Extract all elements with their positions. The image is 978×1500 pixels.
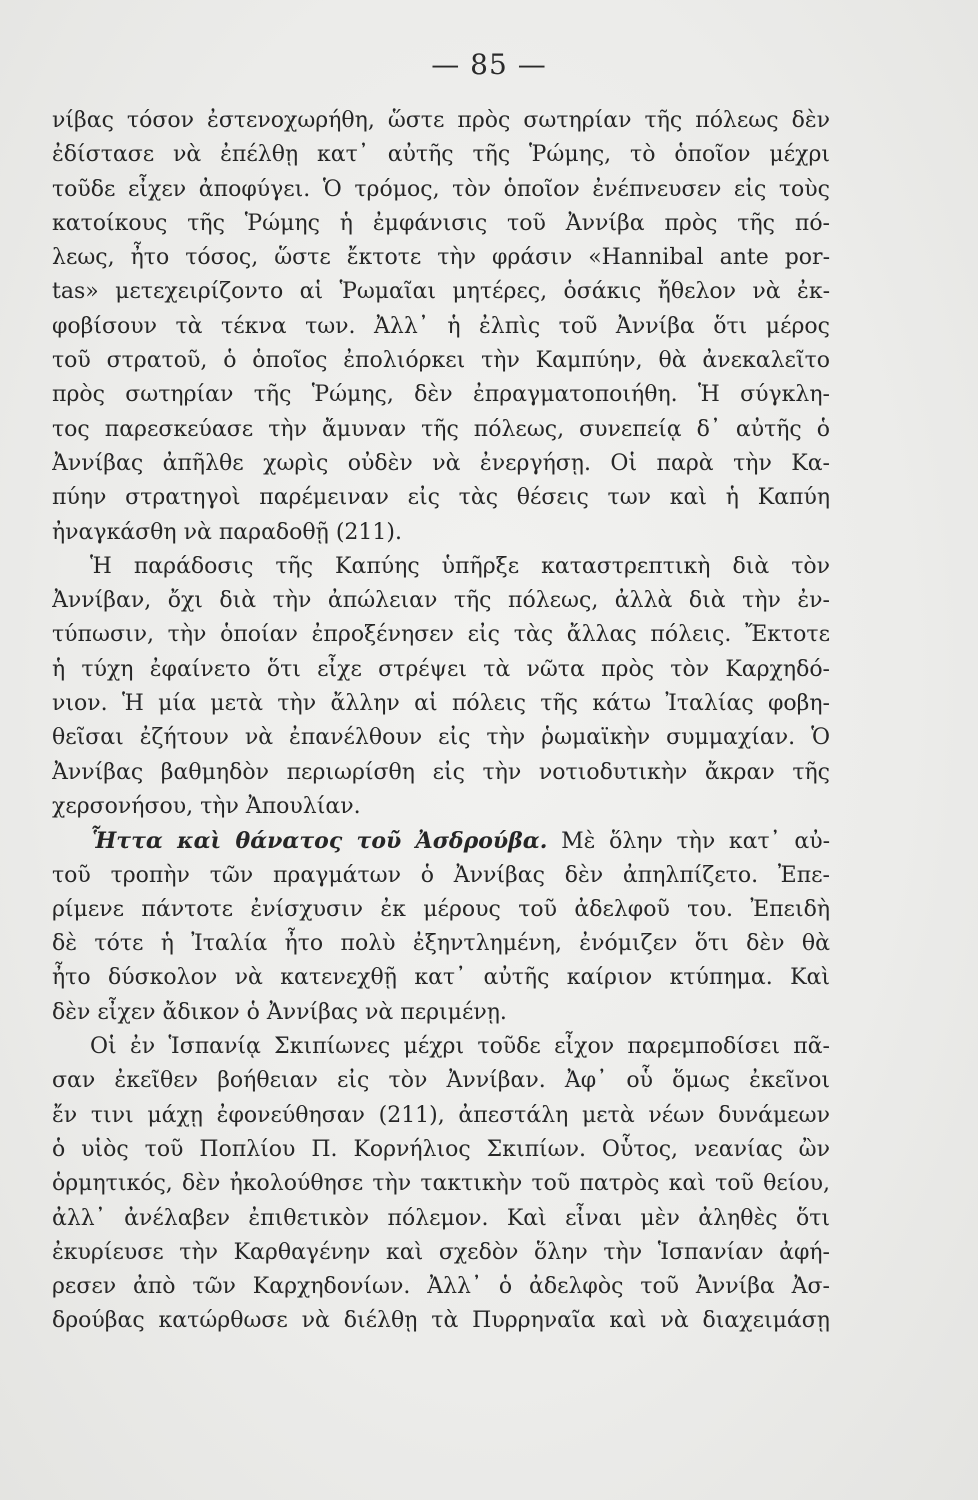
text-line: τοῦδε εἶχεν ἀποφύγει. Ὁ τρόμος, τὸν ὁποῖον ἐνέπνευσεν εἰς τοὺς xyxy=(52,176,830,202)
text-line: τοῦ στρατοῦ, ὁ ὁποῖος ἐπολιόρκει τὴν Καμπύην, θὰ ἀνεκαλεῖτο xyxy=(52,348,830,374)
text-line: ἐδίστασε νὰ ἐπέλθῃ κατ᾽ αὐτῆς τῆς Ῥώμης, τὸ ὁποῖον μέχρι xyxy=(52,142,830,168)
text-line: ὁ υἱὸς τοῦ Ποπλίου Π. Κορνήλιος Σκιπίων. Οὗτος, νεανίας ὢν xyxy=(52,1136,830,1162)
text-line: tas» μετεχειρίζοντο αἱ Ῥωμαῖαι μητέρες, ὁσάκις ἤθελον νὰ ἐκ- xyxy=(52,279,830,305)
text-line: δρούβας κατώρθωσε νὰ διέλθῃ τὰ Πυρρηναῖα καὶ νὰ διαχειμάσῃ xyxy=(52,1308,830,1334)
text-line: λεως, ἦτο τόσος, ὥστε ἔκτοτε τὴν φράσιν «Hannibal ante por- xyxy=(52,245,830,271)
text-line: ἦτο δύσκολον νὰ κατενεχθῇ κατ᾽ αὐτῆς καίριον κτύπημα. Καὶ xyxy=(52,965,830,991)
text-line: Ἀννίβας ἀπῆλθε χωρὶς οὐδὲν νὰ ἐνεργήσῃ. Οἱ παρὰ τὴν Κα- xyxy=(52,450,830,476)
body-text xyxy=(52,104,830,1339)
page-number: — 85 — xyxy=(431,48,547,81)
text-line: δὲν εἶχεν ἄδικον ὁ Ἀννίβας νὰ περιμένῃ. xyxy=(52,999,507,1025)
text-line: χερσονήσου, τὴν Ἀπουλίαν. xyxy=(52,793,361,819)
text-line: νιον. Ἡ μία μετὰ τὴν ἄλλην αἱ πόλεις τῆς κάτω Ἰταλίας φοβη- xyxy=(52,691,830,717)
text-line: πρὸς σωτηρίαν τῆς Ῥώμης, δὲν ἐπραγματοποιήθη. Ἡ σύγκλη- xyxy=(52,382,830,408)
text-line: τος παρεσκεύασε τὴν ἄμυναν τῆς πόλεως, συνεπείᾳ δ᾽ αὐτῆς ὁ xyxy=(52,416,830,442)
text-line: νίβας τόσον ἐστενοχωρήθη, ὥστε πρὸς σωτηρίαν τῆς πόλεως δὲν xyxy=(52,108,830,133)
text-line: ἀλλ᾽ ἀνέλαβεν ἐπιθετικὸν πόλεμον. Καὶ εἶναι μὲν ἀληθὲς ὅτι xyxy=(52,1205,830,1231)
text-line: τοῦ τροπὴν τῶν πραγμάτων ὁ Ἀννίβας δὲν ἀπηλπίζετο. Ἐπε- xyxy=(52,862,830,888)
text-line: θεῖσαι ἐζήτουν νὰ ἐπανέλθουν εἰς τὴν ῥωμαϊκὴν συμμαχίαν. Ὁ xyxy=(52,725,830,751)
text-line: ὁρμητικός, δὲν ἠκολούθησε τὴν τακτικὴν τοῦ πατρὸς καὶ τοῦ θείου, xyxy=(52,1171,830,1197)
section-heading: Ἧττα καὶ θάνατος τοῦ Ἀσδρούβα. xyxy=(90,828,548,855)
text-line: ἠναγκάσθη νὰ παραδοθῇ (211). xyxy=(52,519,402,545)
text-line: Ἡ παράδοσις τῆς Καπύης ὑπῆρξε καταστρεπτικὴ διὰ τὸν xyxy=(90,553,830,579)
text-line: Οἱ ἐν Ἱσπανίᾳ Σκιπίωνες μέχρι τοῦδε εἶχον παρεμποδίσει πᾶ- xyxy=(90,1034,830,1060)
text-line: ἔν τινι μάχῃ ἐφονεύθησαν (211), ἀπεστάλη μετὰ νέων δυνάμεων xyxy=(52,1102,830,1128)
text-line: πύην στρατηγοὶ παρέμειναν εἰς τὰς θέσεις των καὶ ἡ Καπύη xyxy=(52,485,830,511)
text-line: Ἀννίβαν, ὄχι διὰ τὴν ἀπώλειαν τῆς πόλεως, ἀλλὰ διὰ τὴν ἐν- xyxy=(52,588,830,614)
text-line: φοβίσουν τὰ τέκνα των. Ἀλλ᾽ ἡ ἐλπὶς τοῦ Ἀννίβα ὅτι μέρος xyxy=(52,313,830,339)
text-line: ρίμενε πάντοτε ἐνίσχυσιν ἐκ μέρους τοῦ ἀδελφοῦ του. Ἐπειδὴ xyxy=(52,896,830,922)
text-line-continuation: Μὲ ὅλην τὴν κατ᾽ αὐ- xyxy=(561,829,830,855)
text-line: σαν ἐκεῖθεν βοήθειαν εἰς τὸν Ἀννίβαν. Ἀφ᾽ οὗ ὅμως ἐκεῖνοι xyxy=(52,1068,830,1094)
text-line: ρεσεν ἀπὸ τῶν Καρχηδονίων. Ἀλλ᾽ ὁ ἀδελφὸς τοῦ Ἀννίβα Ἀσ- xyxy=(52,1274,830,1300)
text-line: τύπωσιν, τὴν ὁποίαν ἐπροξένησεν εἰς τὰς ἄλλας πόλεις. Ἔκτοτε xyxy=(52,622,830,648)
text-line: κατοίκους τῆς Ῥώμης ἡ ἐμφάνισις τοῦ Ἀννίβα πρὸς τῆς πό- xyxy=(52,210,830,236)
text-line: ἡ τύχη ἐφαίνετο ὅτι εἶχε στρέψει τὰ νῶτα πρὸς τὸν Καρχηδό- xyxy=(52,656,830,682)
text-line: δὲ τότε ἡ Ἰταλία ἦτο πολὺ ἐξηντλημένη, ἐνόμιζεν ὅτι δὲν θὰ xyxy=(52,931,830,957)
text-line: Ἀννίβας βαθμηδὸν περιωρίσθη εἰς τὴν νοτιοδυτικὴν ἄκραν τῆς xyxy=(52,759,830,785)
section-heading-line xyxy=(52,824,830,858)
text-line: ἐκυρίευσε τὴν Καρθαγένην καὶ σχεδὸν ὅλην τὴν Ἱσπανίαν ἀφή- xyxy=(52,1239,830,1265)
